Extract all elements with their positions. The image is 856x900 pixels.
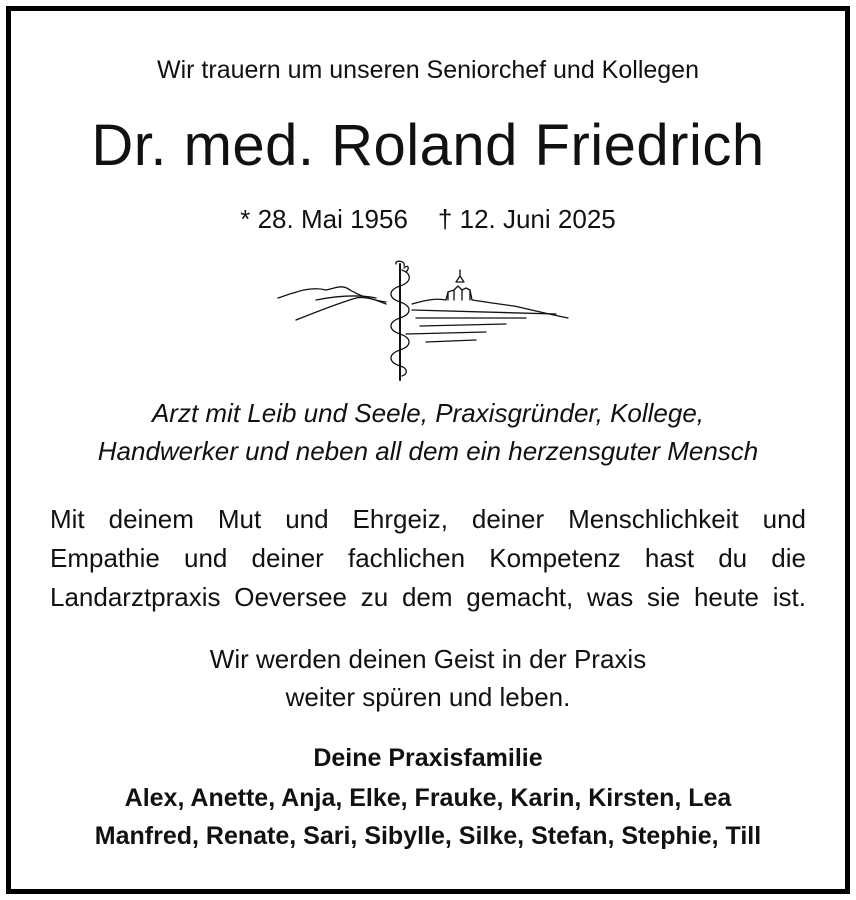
signature-names-1: Alex, Anette, Anja, Elke, Frauke, Karin, Kirsten, Lea [124, 784, 732, 812]
life-dates [0, 204, 856, 235]
tribute-line-2: Empathie und deiner fachlichen Kompetenz hast du die [50, 543, 806, 573]
closing-line-2: weiter spüren und leben. [285, 682, 571, 712]
birth-date: * 28. Mai 1956 [240, 204, 408, 234]
closing-line-1: Wir werden deinen Geist in der Praxis [209, 644, 647, 674]
signature-names-2: Manfred, Renate, Sari, Sibylle, Silke, Stefan, Stephie, Till [94, 822, 762, 850]
tribute-line-1: Mit deinem Mut und Ehrgeiz, deiner Menschlichkeit und [50, 504, 806, 534]
tagline-line-1: Arzt mit Leib und Seele, Praxisgründer, Kollege, [151, 398, 705, 428]
intro-text: Wir trauern um unseren Seniorchef und Kollegen [157, 56, 699, 84]
deceased-name: Dr. med. Roland Friedrich [91, 113, 765, 178]
death-date: † 12. Juni 2025 [437, 204, 616, 234]
tribute-line-3: Landarztpraxis Oeversee zu dem gemacht, was sie heute ist. [50, 582, 806, 612]
signature-title: Deine Praxisfamilie [313, 744, 543, 772]
tagline-line-2: Handwerker und neben all dem ein herzensguter Mensch [97, 436, 759, 466]
rod-of-asclepius-landscape-icon [276, 260, 572, 384]
